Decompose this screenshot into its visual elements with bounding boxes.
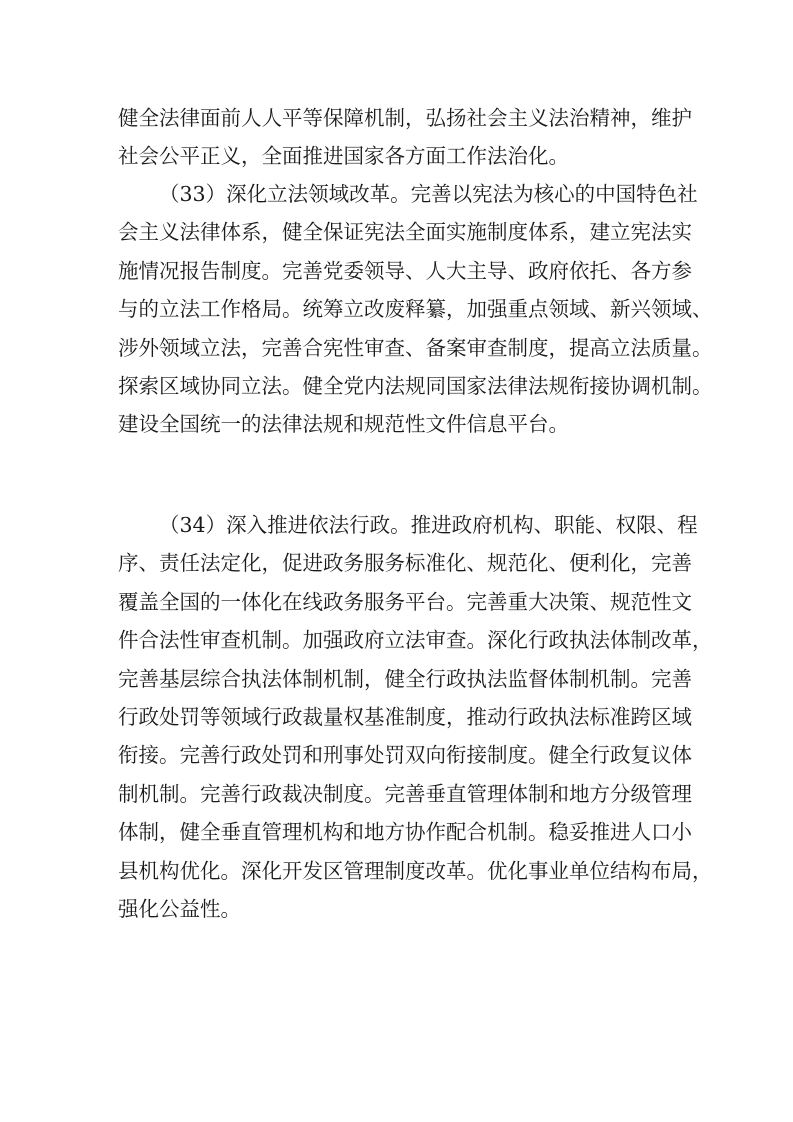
text-line: 健全法律面前人人平等保障机制，弘扬社会主义法治精神，维护 [118, 106, 692, 130]
text-line: 社会公平正义，全面推进国家各方面工作法治化。 [118, 144, 569, 169]
text-line: 制机制。完善行政裁决制度。完善垂直管理体制和地方分级管理 [118, 781, 692, 806]
text-line: 完善基层综合执法体制机制，健全行政执法监督体制机制。完善 [118, 666, 692, 691]
paragraph-33-legislation-reform [118, 175, 713, 444]
text-line: 涉外领域立法，完善合宪性审查、备案审查制度，提高立法质量。 [118, 335, 713, 360]
text-line: （33）深化立法领域改革。完善以宪法为核心的中国特色社 [159, 182, 698, 206]
text-line: 强化公益性。 [118, 896, 241, 921]
paragraph-rule-of-law [118, 99, 692, 176]
text-line: 建设全国统一的法律法规和规范性文件信息平台。 [118, 412, 569, 437]
text-line: 覆盖全国的一体化在线政务服务平台。完善重大决策、规范性文 [118, 589, 692, 614]
text-line: 县机构优化。深化开发区管理制度改革。优化事业单位结构布局， [118, 858, 713, 883]
text-line: 会主义法律体系，健全保证宪法全面实施制度体系，建立宪法实 [118, 220, 692, 245]
text-line: 与的立法工作格局。统筹立改废释纂，加强重点领域、新兴领域、 [118, 297, 713, 322]
text-line: 施情况报告制度。完善党委领导、人大主导、政府依托、各方参 [118, 258, 692, 283]
text-line: 探索区域协同立法。健全党内法规同国家法律法规衔接协调机制。 [118, 373, 713, 398]
text-line: 衔接。完善行政处罚和刑事处罚双向衔接制度。健全行政复议体 [118, 743, 692, 768]
text-line: （34）深入推进依法行政。推进政府机构、职能、权限、程 [159, 513, 698, 537]
text-line: 件合法性审查机制。加强政府立法审查。深化行政执法体制改革， [118, 628, 713, 653]
text-line: 行政处罚等领域行政裁量权基准制度，推动行政执法标准跨区域 [118, 704, 692, 729]
text-line: 体制，健全垂直管理机构和地方协作配合机制。稳妥推进人口小 [118, 820, 692, 845]
paragraph-34-administration-by-law [118, 506, 713, 928]
text-line: 序、责任法定化，促进政务服务标准化、规范化、便利化，完善 [118, 551, 692, 576]
